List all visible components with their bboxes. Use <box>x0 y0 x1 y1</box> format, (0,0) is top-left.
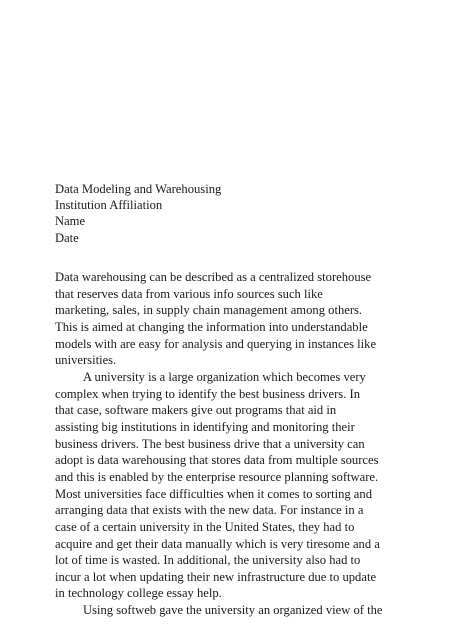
document-date: Date <box>55 230 79 245</box>
text-line: and this is enabled by the enterprise resource planning software. <box>55 469 379 484</box>
body-text <box>55 269 415 619</box>
text-line: lot of time is wasted. In additional, the university also had to <box>55 553 361 568</box>
institution-affiliation: Institution Affiliation <box>55 198 163 213</box>
document-title: Data Modeling and Warehousing <box>55 182 222 196</box>
text-line: acquire and get their data manually which is very tiresome and a <box>55 536 380 551</box>
text-line: incur a lot when updating their new infrastructure due to update <box>55 569 377 584</box>
text-line: business drivers. The best business drive that a university can <box>55 436 365 451</box>
text-line: complex when trying to identify the best business drivers. In <box>55 386 360 401</box>
author-name: Name <box>55 214 86 229</box>
title-block <box>55 181 415 246</box>
text-line: Using softweb gave the university an organized view of the <box>83 603 383 618</box>
text-line: adopt is data warehousing that stores data from multiple sources <box>55 453 379 468</box>
text-line: that reserves data from various info sources such like <box>55 286 323 301</box>
text-line: A university is a large organization which becomes very <box>83 369 366 384</box>
text-line: in technology college essay help. <box>55 586 222 601</box>
text-line: arranging data that exists with the new data. For instance in a <box>55 503 364 518</box>
text-line: universities. <box>55 353 117 368</box>
text-line: Data warehousing can be described as a centralized storehouse <box>55 270 372 284</box>
text-line: models with are easy for analysis and querying in instances like <box>55 336 377 351</box>
text-line: assisting big institutions in identifying and monitoring their <box>55 419 355 434</box>
text-line: marketing, sales, in supply chain management among others. <box>55 303 363 318</box>
text-line: that case, software makers give out programs that aid in <box>55 403 337 418</box>
text-line: case of a certain university in the United States, they had to <box>55 519 355 534</box>
text-line: Most universities face difficulties when it comes to sorting and <box>55 486 372 501</box>
text-line: This is aimed at changing the information into understandable <box>55 319 368 334</box>
